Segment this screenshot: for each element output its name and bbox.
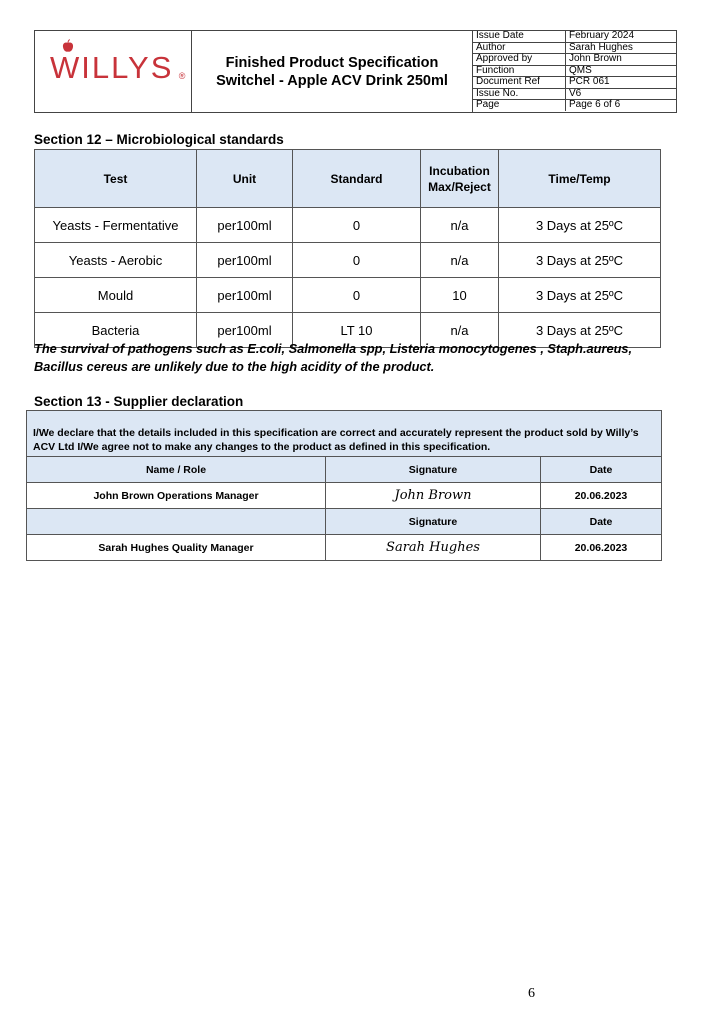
- signatory-date: 20.06.2023: [541, 535, 662, 561]
- header-signature: Signature: [326, 457, 541, 483]
- cell-unit: per100ml: [197, 243, 293, 278]
- table-header-row: [35, 150, 661, 208]
- declaration-header-row: [27, 457, 662, 483]
- pathogen-note: The survival of pathogens such as E.coli, Salmonella spp, Listeria monocytogenes , Staph.aureus, Bacillus cereus are unlikely due to the high acidity of the product.: [34, 341, 633, 374]
- cell-time-temp: 3 Days at 25ºC: [499, 208, 661, 243]
- page-number: 6: [528, 986, 535, 1001]
- document-header: [34, 30, 677, 113]
- meta-label: Page: [473, 100, 566, 111]
- meta-value: February 2024: [566, 31, 677, 42]
- meta-table: [473, 31, 676, 111]
- header-name-role: Name / Role: [27, 457, 326, 483]
- microbiological-standards-table: [34, 149, 661, 348]
- signature-sarah-hughes: Sarah Hughes: [386, 540, 480, 555]
- cell-test: Yeasts - Aerobic: [35, 243, 197, 278]
- header-signature: Signature: [326, 509, 541, 535]
- meta-value: John Brown: [566, 54, 677, 66]
- cell-time-temp: 3 Days at 25ºC: [499, 243, 661, 278]
- meta-label: Author: [473, 42, 566, 54]
- table-row: [35, 208, 661, 243]
- willys-logo: [50, 50, 186, 86]
- cell-unit: per100ml: [197, 278, 293, 313]
- meta-row: [473, 77, 676, 89]
- meta-label: Function: [473, 65, 566, 77]
- cell-test: Yeasts - Fermentative: [35, 208, 197, 243]
- cell-test: Mould: [35, 278, 197, 313]
- signatory-row: [27, 483, 662, 509]
- column-header-unit: Unit: [197, 150, 293, 208]
- cell-unit: per100ml: [197, 208, 293, 243]
- meta-label: Issue Date: [473, 31, 566, 42]
- signatory-date: 20.06.2023: [541, 483, 662, 509]
- logo-cell: [35, 31, 192, 112]
- meta-value: Sarah Hughes: [566, 42, 677, 54]
- table-row: [35, 243, 661, 278]
- meta-value: V6: [566, 88, 677, 100]
- section-13-title: Section 13 - Supplier declaration: [34, 394, 244, 409]
- meta-value: PCR 061: [566, 77, 677, 89]
- meta-row: [473, 42, 676, 54]
- signatory-signature: [326, 483, 541, 509]
- declaration-statement-row: [27, 411, 662, 457]
- cell-unit: per100ml: [197, 313, 293, 348]
- meta-label: Issue No.: [473, 88, 566, 100]
- cell-standard: 0: [293, 208, 421, 243]
- column-header-time-temp: Time/Temp: [499, 150, 661, 208]
- cell-time-temp: 3 Days at 25ºC: [499, 278, 661, 313]
- table-row: [35, 278, 661, 313]
- header-date: Date: [541, 457, 662, 483]
- cell-incubation: n/a: [421, 313, 499, 348]
- title-line-1: Finished Product Specification: [225, 54, 439, 71]
- meta-label: Approved by: [473, 54, 566, 66]
- supplier-declaration-table: [26, 410, 662, 561]
- signatory-signature: [326, 535, 541, 561]
- meta-row: [473, 100, 676, 111]
- cell-standard: 0: [293, 278, 421, 313]
- signatory-name-role: Sarah Hughes Quality Manager: [27, 535, 326, 561]
- signature-john-brown: John Brown: [394, 488, 472, 503]
- cell-incubation: n/a: [421, 243, 499, 278]
- logo-text: WILLYS: [50, 50, 174, 85]
- meta-label: Document Ref: [473, 77, 566, 89]
- signatory-name-role: John Brown Operations Manager: [27, 483, 326, 509]
- cell-test: Bacteria: [35, 313, 197, 348]
- cell-incubation: n/a: [421, 208, 499, 243]
- registered-mark: ®: [178, 71, 186, 81]
- declaration-statement: I/We declare that the details included in this specification are correct and accurately represent the product sold by Willy’s ACV Ltd I/We agree not to make any changes to the product as defined in this specification.: [27, 411, 662, 457]
- header-name-role-empty: [27, 509, 326, 535]
- column-header-standard: Standard: [293, 150, 421, 208]
- meta-value: Page 6 of 6: [566, 100, 677, 111]
- column-header-test: Test: [35, 150, 197, 208]
- cell-standard: LT 10: [293, 313, 421, 348]
- meta-row: [473, 65, 676, 77]
- cell-incubation: 10: [421, 278, 499, 313]
- meta-row: [473, 88, 676, 100]
- cell-standard: 0: [293, 243, 421, 278]
- column-header-incubation: Incubation Max/Reject: [421, 150, 499, 208]
- cell-time-temp: 3 Days at 25ºC: [499, 313, 661, 348]
- document-meta: [473, 31, 676, 112]
- meta-value: QMS: [566, 65, 677, 77]
- title-line-2: Switchel - Apple ACV Drink 250ml: [216, 72, 448, 89]
- document-title: [192, 31, 473, 112]
- header-date: Date: [541, 509, 662, 535]
- meta-row: [473, 31, 676, 42]
- declaration-header-row: [27, 509, 662, 535]
- signatory-row: [27, 535, 662, 561]
- meta-row: [473, 54, 676, 66]
- section-12-title: Section 12 – Microbiological standards: [34, 132, 284, 147]
